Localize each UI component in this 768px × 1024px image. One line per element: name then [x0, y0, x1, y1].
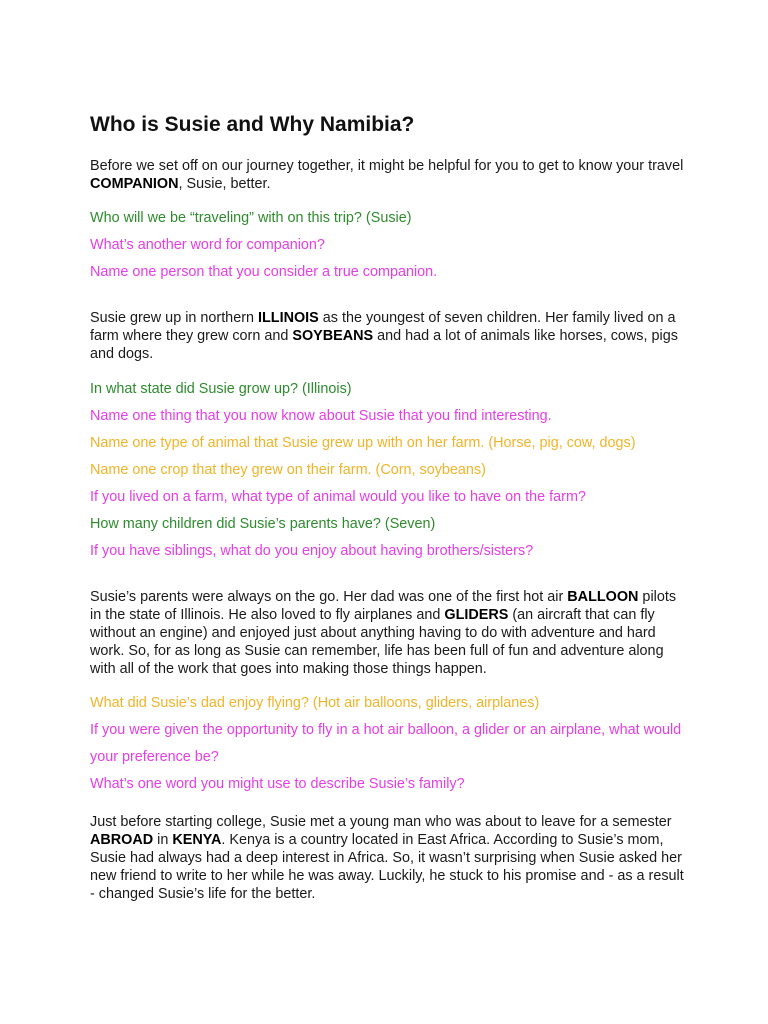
paragraph-text: Susie’s parents were always on the go. Her dad was one of the first hot air: [90, 589, 568, 605]
question-dad-flying: What did Susie’s dad enjoy flying? (Hot air balloons, gliders, airplanes): [90, 695, 540, 711]
question-crop: Name one crop that they grew on their farm. (Corn, soybeans): [90, 462, 486, 478]
keyword-abroad: ABROAD: [90, 832, 154, 848]
paragraph-text: as the youngest of seven children. Her family lived on a farm where they grew corn and: [90, 310, 676, 344]
question-describe-family: What’s one word you might use to describe Susie’s family?: [90, 776, 465, 792]
question-another-word: What’s another word for companion?: [90, 237, 325, 253]
paragraph-text: in: [153, 832, 173, 848]
paragraph-text: (an aircraft that can fly without an engine) and enjoyed just about anything having to do with adventure and hard work. So, for as long as Susie can remember, life has been full of fun and adventure along with all of the work that goes into making those things happen.: [90, 607, 664, 677]
intro-paragraph: [90, 157, 690, 193]
question-true-companion: Name one person that you consider a true companion.: [90, 264, 438, 280]
question-traveling-with: Who will we be “traveling” with on this trip? (Susie): [90, 210, 412, 226]
question-children: How many children did Susie’s parents have? (Seven): [90, 516, 436, 532]
keyword-balloon: BALLOON: [567, 589, 639, 605]
keyword-gliders: GLIDERS: [444, 607, 509, 623]
paragraph-kenya: [90, 813, 690, 903]
paragraph-text: pilots in the state of Illinois. He also loved to fly airplanes and: [90, 589, 677, 623]
paragraph-text: Susie grew up in northern: [90, 310, 258, 326]
paragraph-parents: [90, 588, 690, 678]
keyword-companion: COMPANION: [90, 176, 179, 192]
keyword-kenya: KENYA: [172, 832, 222, 848]
question-siblings: If you have siblings, what do you enjoy about having brothers/sisters?: [90, 543, 534, 559]
question-interesting: Name one thing that you now know about Susie that you find interesting.: [90, 408, 552, 424]
page-title: Who is Susie and Why Namibia?: [90, 113, 415, 136]
question-farm-animal: If you lived on a farm, what type of animal would you like to have on the farm?: [90, 489, 586, 505]
intro-text-end: , Susie, better.: [178, 176, 271, 192]
question-animal: Name one type of animal that Susie grew up with on her farm. (Horse, pig, cow, dogs): [90, 435, 636, 451]
intro-text: Before we set off on our journey together, it might be helpful for you to get to know your travel: [90, 158, 684, 174]
paragraph-text: . Kenya is a country located in East Africa. According to Susie’s mom, Susie had always had a deep interest in Africa. So, it wasn’t surprising when Susie asked her new friend to write to her while he was away. Luckily, he stuck to his promise and - as a result - changed Susie’s life for the better.: [90, 832, 684, 902]
paragraph-text: and had a lot of animals like horses, cows, pigs and dogs.: [90, 328, 678, 362]
paragraph-illinois: [90, 309, 690, 363]
paragraph-text: Just before starting college, Susie met a young man who was about to leave for a semester: [90, 814, 672, 830]
question-state: In what state did Susie grow up? (Illinois): [90, 381, 352, 397]
keyword-illinois: ILLINOIS: [258, 310, 319, 326]
keyword-soybeans: SOYBEANS: [292, 328, 374, 344]
question-fly-preference: If you were given the opportunity to fly in a hot air balloon, a glider or an airplane, what would your preference be?: [90, 722, 682, 765]
